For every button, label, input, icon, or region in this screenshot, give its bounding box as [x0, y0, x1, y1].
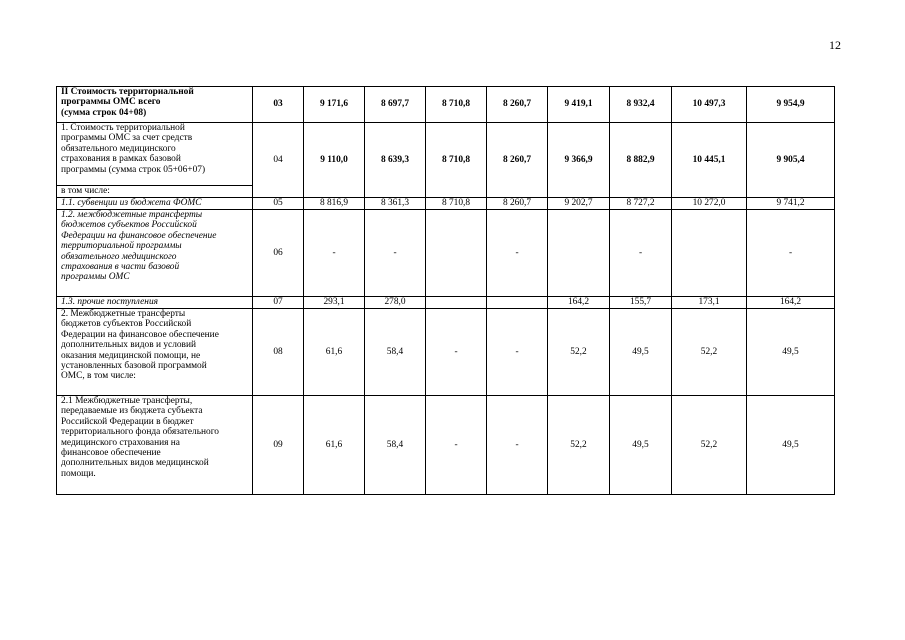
cell-value: 8 727,2	[610, 198, 672, 210]
row-label	[57, 123, 253, 186]
cell-value	[426, 297, 487, 309]
cell-value: 10 445,1	[672, 123, 747, 198]
cell-value: 8 710,8	[426, 123, 487, 198]
label-line: Федерации на финансовое обеспечение	[61, 230, 217, 241]
cell-value: 164,2	[548, 297, 610, 309]
cell-value: 8 816,9	[304, 198, 365, 210]
label-line: ОМС, в том числе:	[61, 371, 136, 382]
cell-value: -	[365, 210, 426, 297]
cell-value: 8 260,7	[487, 123, 548, 198]
cell-value: -	[487, 396, 548, 495]
cell-value: -	[487, 210, 548, 297]
row-code: 06	[253, 210, 304, 297]
cell-value: 58,4	[365, 309, 426, 396]
label-line: оказания медицинской помощи, не	[61, 350, 201, 361]
cell-value: -	[610, 210, 672, 297]
label-line: программы (сумма строк 05+06+07)	[61, 164, 206, 175]
row-code: 05	[253, 198, 304, 210]
cell-value: 278,0	[365, 297, 426, 309]
row-label	[57, 309, 253, 396]
cell-value: 10 272,0	[672, 198, 747, 210]
cell-value: 8 710,8	[426, 198, 487, 210]
table-row-03	[57, 87, 835, 123]
cell-value: 61,6	[304, 396, 365, 495]
cell-value	[548, 210, 610, 297]
cell-value: -	[426, 309, 487, 396]
label-line: обязательного медицинского	[61, 251, 177, 262]
cell-value: 9 419,1	[548, 87, 610, 123]
label-line: страхования в рамках базовой	[61, 154, 181, 165]
label-line: (сумма строк 04+08)	[61, 107, 147, 118]
cell-value: 9 171,6	[304, 87, 365, 123]
cell-value: 8 882,9	[610, 123, 672, 198]
cell-value: 49,5	[747, 396, 835, 495]
table-row-07	[57, 297, 835, 309]
row-label: 1.1. субвенции из бюджета ФОМС	[57, 198, 253, 210]
label-line: территориальной программы	[61, 241, 182, 252]
cell-value: -	[747, 210, 835, 297]
table-row-05	[57, 198, 835, 210]
label-line: 1. Стоимость территориальной	[61, 123, 185, 133]
cell-value: 52,2	[672, 309, 747, 396]
cell-value: 52,2	[548, 396, 610, 495]
cell-value: 8 260,7	[487, 87, 548, 123]
row-code: 09	[253, 396, 304, 495]
cell-value: -	[304, 210, 365, 297]
row-label: 1.3. прочие поступления	[57, 297, 253, 309]
label-line: медицинского страхования на	[61, 437, 180, 448]
cell-value: 49,5	[747, 309, 835, 396]
label-line: дополнительных видов и условий	[61, 340, 197, 351]
label-line: территориального фонда обязательного	[61, 427, 219, 438]
cell-value: 8 361,3	[365, 198, 426, 210]
cell-value: 10 497,3	[672, 87, 747, 123]
table-row-08	[57, 309, 835, 396]
cell-value	[672, 210, 747, 297]
page-number: 12	[829, 38, 841, 52]
cell-value: 9 905,4	[747, 123, 835, 198]
label-line: бюджетов субъектов Российской	[61, 220, 197, 231]
cell-value: 52,2	[672, 396, 747, 495]
cell-value: 8 697,7	[365, 87, 426, 123]
cell-value: 8 639,3	[365, 123, 426, 198]
label-line: программы ОМС	[61, 272, 130, 283]
label-line: 1.2. межбюджетные трансферты	[61, 210, 203, 220]
cell-value: 293,1	[304, 297, 365, 309]
cell-value: 61,6	[304, 309, 365, 396]
label-line: II Стоимость территориальной	[61, 87, 194, 97]
row-code: 07	[253, 297, 304, 309]
row-label	[57, 87, 253, 123]
row-sub-label: в том числе:	[57, 186, 253, 198]
cell-value: 8 932,4	[610, 87, 672, 123]
cell-value: 8 260,7	[487, 198, 548, 210]
cell-value: 52,2	[548, 309, 610, 396]
table-row-04	[57, 123, 835, 186]
label-line: 2.1 Межбюджетные трансферты,	[61, 396, 193, 406]
cell-value	[426, 210, 487, 297]
cell-value: 173,1	[672, 297, 747, 309]
label-line: программы ОМС за счет средств	[61, 133, 193, 144]
label-line: 2. Межбюджетные трансферты	[61, 309, 186, 319]
cell-value: 9 202,7	[548, 198, 610, 210]
label-line: передаваемые из бюджета субъекта	[61, 406, 203, 417]
label-line: обязательного медицинского	[61, 143, 176, 154]
row-code: 08	[253, 309, 304, 396]
row-code: 04	[253, 123, 304, 198]
cell-value: 49,5	[610, 309, 672, 396]
cell-value: 49,5	[610, 396, 672, 495]
cell-value: 58,4	[365, 396, 426, 495]
label-line: установленных базовой программой	[61, 361, 207, 372]
table-row-06	[57, 210, 835, 297]
row-code: 03	[253, 87, 304, 123]
label-line: Российской Федерации в бюджет	[61, 416, 194, 427]
label-line: страхования в части базовой	[61, 262, 180, 273]
cell-value: -	[426, 396, 487, 495]
program-cost-table	[56, 86, 835, 495]
cell-value: 9 366,9	[548, 123, 610, 198]
cell-value: -	[487, 309, 548, 396]
cell-value	[487, 297, 548, 309]
row-label	[57, 396, 253, 495]
cell-value: 9 110,0	[304, 123, 365, 198]
label-line: программы ОМС всего	[61, 97, 161, 108]
label-line: дополнительных видов медицинской	[61, 458, 209, 469]
row-label	[57, 210, 253, 297]
cell-value: 155,7	[610, 297, 672, 309]
label-line: помощи.	[61, 468, 96, 479]
cell-value: 9 954,9	[747, 87, 835, 123]
label-line: Федерации на финансовое обеспечение	[61, 329, 219, 340]
label-line: бюджетов субъектов Российской	[61, 319, 192, 330]
cell-value: 9 741,2	[747, 198, 835, 210]
table-row-09	[57, 396, 835, 495]
label-line: финансовое обеспечение	[61, 448, 161, 459]
cell-value: 164,2	[747, 297, 835, 309]
cell-value: 8 710,8	[426, 87, 487, 123]
